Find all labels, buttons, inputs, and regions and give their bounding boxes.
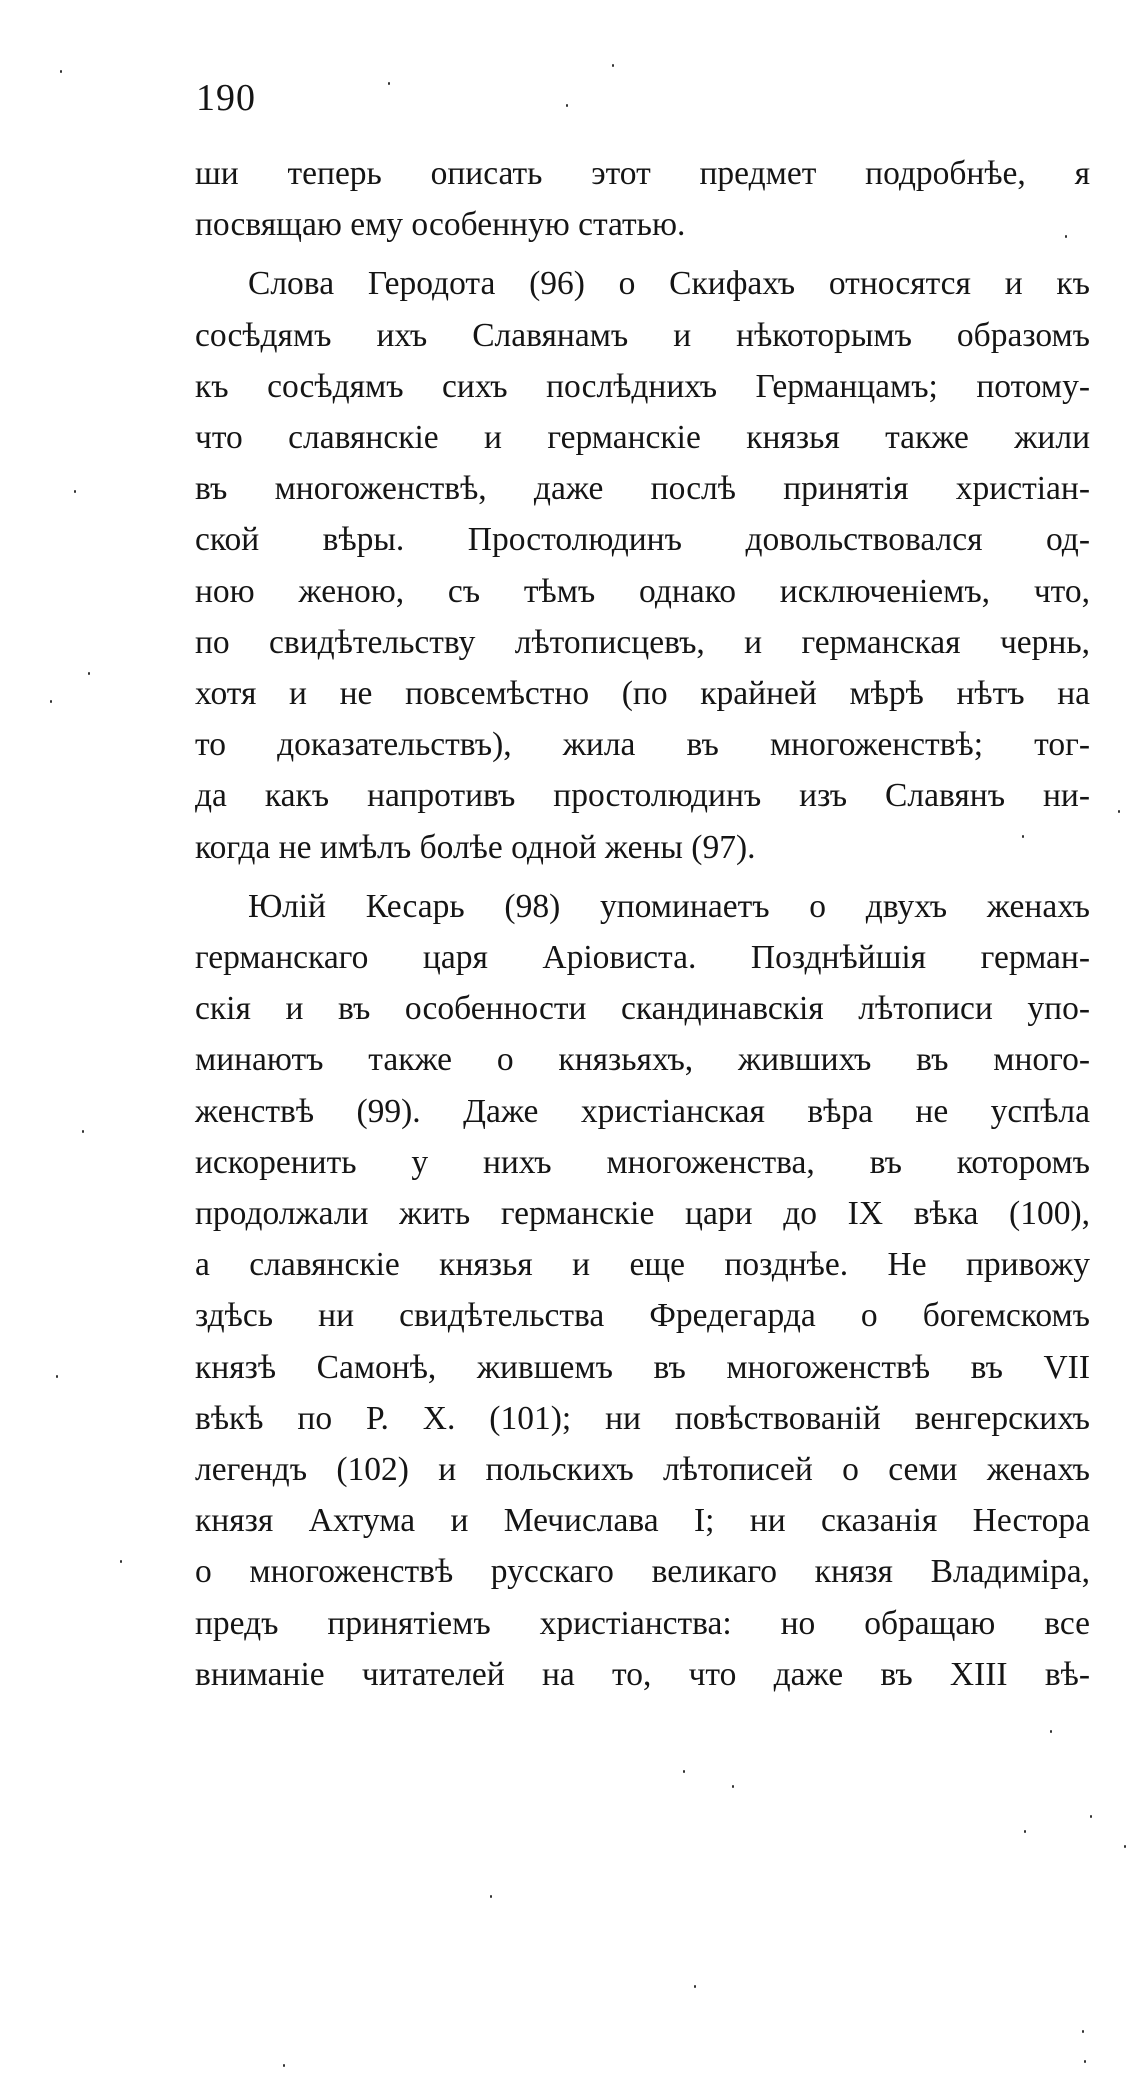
text-line: предъ принятіемъ христіанства: но обращаю все <box>195 1604 1090 1642</box>
text-line: князя Ахтума и Мечислава I; ни сказанія Нестора <box>195 1502 1090 1540</box>
text-line: Слова Геродота (96) о Скифахъ относятся и къ <box>248 265 1090 303</box>
body-text <box>195 148 1090 1700</box>
text-line: хотя и не повсемѣстно (по крайней мѣрѣ нѣтъ на <box>195 675 1090 713</box>
text-line: что славянскіе и германскіе князья также жили <box>195 419 1090 457</box>
text-line: вниманіе читателей на то, что даже въ XIII вѣ- <box>195 1655 1090 1693</box>
text-line: а славянскіе князья и еще позднѣе. Не привожу <box>195 1246 1090 1284</box>
text-line: Юлій Кесарь (98) упоминаетъ о двухъ женахъ <box>248 887 1090 925</box>
text-line: минаютъ также о князьяхъ, жившихъ въ много- <box>195 1041 1090 1079</box>
text-line: посвящаю ему особенную статью. <box>195 206 686 244</box>
text-line: по свидѣтельству лѣтописцевъ, и германская чернь, <box>195 623 1090 661</box>
text-line: ской вѣры. Простолюдинъ довольствовался од- <box>195 521 1090 559</box>
text-line: ши теперь описать этот предмет подробнѣе, я <box>195 155 1090 192</box>
text-line: въ многоженствѣ, даже послѣ принятія христіан- <box>195 470 1090 508</box>
text-line: о многоженствѣ русскаго великаго князя Владиміра, <box>195 1553 1090 1591</box>
text-line: женствѣ (99). Даже христіанская вѣра не успѣла <box>195 1092 1090 1130</box>
text-line: сосѣдямъ ихъ Славянамъ и нѣкоторымъ образомъ <box>195 316 1090 354</box>
text-line: скія и въ особенности скандинавскія лѣтописи упо- <box>195 990 1090 1028</box>
text-line: князѣ Самонѣ, жившемъ въ многоженствѣ въ VII <box>195 1348 1090 1386</box>
text-line: ною женою, съ тѣмъ однако исключеніемъ, что, <box>195 572 1090 610</box>
text-line: искоренить у нихъ многоженства, въ которомъ <box>195 1143 1090 1181</box>
text-line: да какъ напротивъ простолюдинъ изъ Славянъ ни- <box>195 777 1090 815</box>
text-line: здѣсь ни свидѣтельства Фредегарда о богемскомъ <box>195 1297 1090 1335</box>
text-line: вѣкѣ по Р. Х. (101); ни повѣствованій венгерскихъ <box>195 1399 1090 1437</box>
text-line: продолжали жить германскіе цари до IX вѣка (100), <box>195 1195 1090 1233</box>
page-number: 190 <box>196 77 256 119</box>
text-line: то доказательствъ), жила въ многоженствѣ; тог- <box>195 726 1090 764</box>
text-line: легендъ (102) и польскихъ лѣтописей о семи женахъ <box>195 1451 1090 1489</box>
text-line: къ сосѣдямъ сихъ послѣднихъ Германцамъ; потому- <box>195 367 1090 405</box>
text-line: германскаго царя Аріовиста. Позднѣйшія герман- <box>195 939 1090 977</box>
text-line: когда не имѣлъ болѣе одной жены (97). <box>195 828 756 866</box>
